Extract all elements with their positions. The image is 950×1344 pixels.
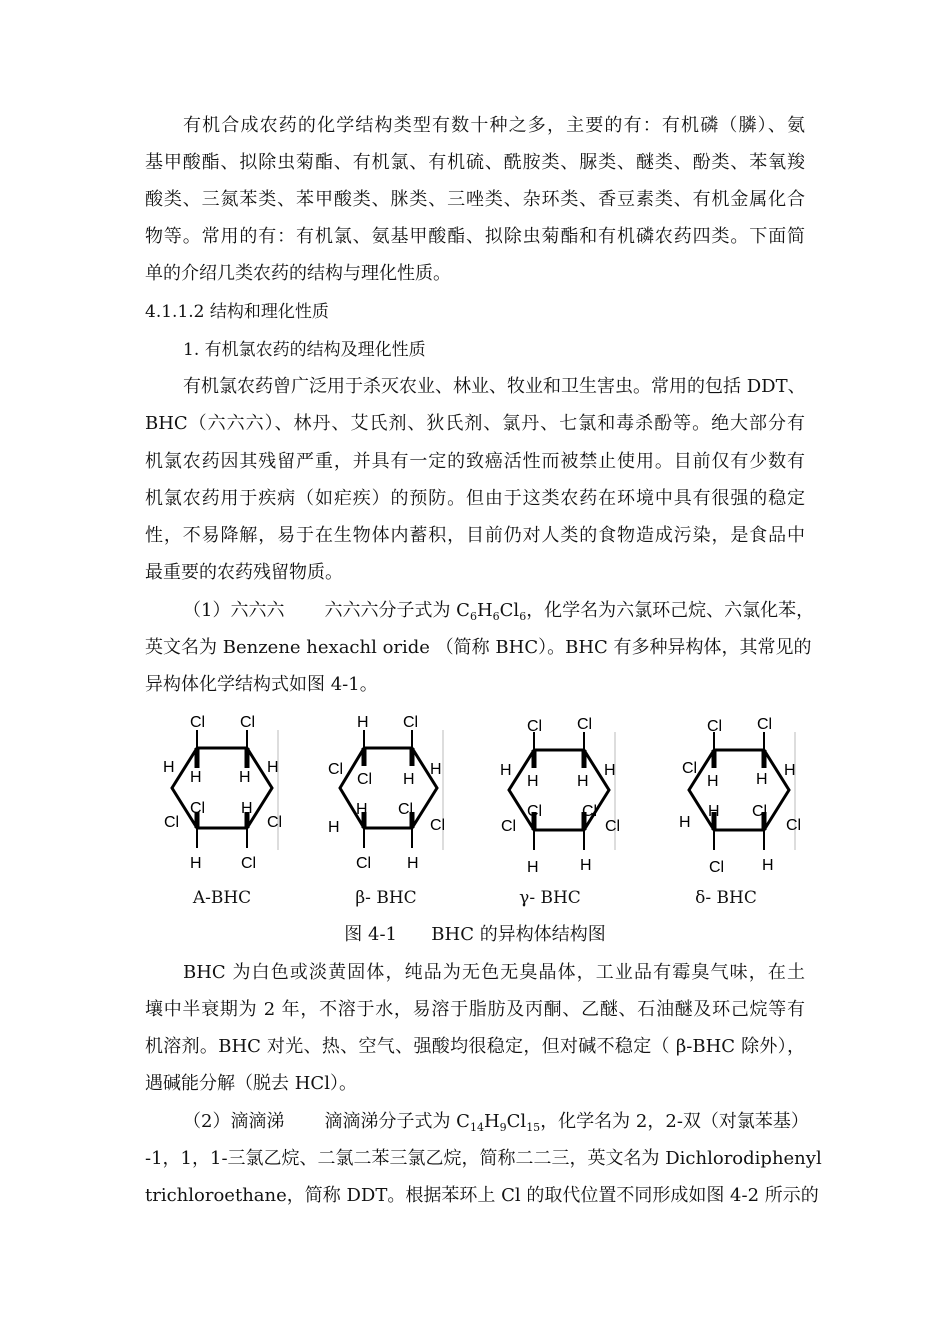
paragraph-3-line-2: 英文名为 Benzene hexachl oride （简称 BHC）。BHC 有多种异构体，其常见的 <box>145 637 812 658</box>
atom-label: Cl <box>403 714 419 731</box>
atom-label: Cl <box>709 859 725 876</box>
atom-label: H <box>756 771 768 788</box>
atom-label: H <box>527 859 539 876</box>
atom-label: Cl <box>328 761 344 778</box>
bhc-sub-2: 6 <box>492 610 500 623</box>
atom-label: H <box>762 857 774 874</box>
atom-label: Cl <box>398 801 414 818</box>
atom-label: Cl <box>527 718 543 735</box>
bhc-sub-1: 6 <box>469 610 477 623</box>
section-heading: 4.1.1.2 结构和理化性质 <box>145 302 329 322</box>
atom-label: Cl <box>501 818 517 835</box>
atom-label: H <box>357 714 369 731</box>
atom-label: H <box>239 769 251 786</box>
bhc-isomer-figure <box>0 700 950 880</box>
paragraph-5-line-3: trichloroethane，简称 DDT。根据苯环上 Cl 的取代位置不同形成如图 4-2 所示的 <box>145 1185 819 1206</box>
ddt-cl: Cl <box>506 1111 527 1132</box>
paragraph-2-line-2: BHC（六六六）、林丹、艾氏剂、狄氏剂、氯丹、七氯和毒杀酚等。绝大部分有 <box>145 413 805 434</box>
paragraph-1-line-1: 有机合成农药的化学结构类型有数十种之多，主要的有：有机磷（膦）、氨 <box>183 115 805 136</box>
paragraph-1-line-3: 酸类、三氮苯类、苯甲酸类、脒类、三唑类、杂环类、香豆素类、有机金属化合 <box>145 189 805 210</box>
paragraph-4-line-1: BHC 为白色或淡黄固体，纯品为无色无臭晶体，工业品有霉臭气味，在土 <box>183 962 805 983</box>
paragraph-1-line-5: 单的介绍几类农药的结构与理化性质。 <box>145 263 451 284</box>
gamma-bhc-structure <box>509 732 615 850</box>
bhc-h: H <box>476 600 493 621</box>
figure-label-delta-bhc: δ- BHC <box>695 888 757 908</box>
paragraph-5-line-1 <box>183 1110 809 1134</box>
atom-label: Cl <box>240 714 256 731</box>
paragraph-2-line-6: 最重要的农药残留物质。 <box>145 562 343 583</box>
atom-label: Cl <box>605 818 621 835</box>
delta-bhc-structure <box>689 732 795 850</box>
figure-label-gamma-bhc: γ- BHC <box>519 888 581 908</box>
atom-label: H <box>707 773 719 790</box>
atom-label: H <box>577 773 589 790</box>
atom-label: H <box>708 803 720 820</box>
paragraph-4-line-2: 壤中半衰期为 2 年，不溶于水，易溶于脂肪及丙酮、乙醚、石油醚及环己烷等有 <box>145 999 805 1020</box>
paragraph-4-line-3: 机溶剂。BHC 对光、热、空气、强酸均很稳定，但对碱不稳定（ β-BHC 除外）， <box>145 1036 805 1057</box>
gamma-bhc-atoms <box>500 716 620 876</box>
atom-label: Cl <box>527 803 543 820</box>
atom-label: Cl <box>430 817 446 834</box>
atom-label: H <box>190 855 202 872</box>
paragraph-1-line-4: 物等。常用的有：有机氯、氨基甲酸酯、拟除虫菊酯和有机磷农药四类。下面简 <box>145 226 805 247</box>
atom-label: H <box>403 771 415 788</box>
atom-label: H <box>527 773 539 790</box>
atom-label: Cl <box>357 771 373 788</box>
bhc-text-after: ，化学名为六氯环己烷、六氯化苯， <box>526 600 815 621</box>
atom-label: H <box>580 857 592 874</box>
atom-label: Cl <box>707 718 723 735</box>
atom-label: H <box>604 762 616 779</box>
bhc-lead: （1）六六六 <box>183 600 285 621</box>
a-bhc-structure <box>172 730 278 850</box>
atom-label: H <box>267 759 279 776</box>
ddt-sub-1: 14 <box>469 1121 484 1134</box>
paragraph-3-line-3: 异构体化学结构式如图 4-1。 <box>145 674 378 695</box>
paragraph-2-line-4: 机氯农药用于疾病（如疟疾）的预防。但由于这类农药在环境中具有很强的稳定 <box>145 488 805 509</box>
figure-label-beta-bhc: β- BHC <box>355 888 417 908</box>
atom-label: H <box>190 769 202 786</box>
atom-label: H <box>328 819 340 836</box>
figure-caption: 图 4-1 BHC 的异构体结构图 <box>344 924 606 945</box>
atom-label: H <box>356 801 368 818</box>
atom-label: Cl <box>164 814 180 831</box>
atom-label: H <box>784 762 796 779</box>
bhc-sub-3: 6 <box>519 610 527 623</box>
ddt-text-before: 滴滴涕分子式为 C <box>324 1111 470 1132</box>
paragraph-2-line-1: 有机氯农药曾广泛用于杀灭农业、林业、牧业和卫生害虫。常用的包括 DDT、 <box>183 376 806 397</box>
ddt-sub-3: 15 <box>526 1121 541 1134</box>
paragraph-5-line-2: -1，1，1-三氯乙烷、二氯二苯三氯乙烷，简称二二三，英文名为 Dichlorodiphenyl <box>145 1148 822 1169</box>
atom-label: Cl <box>190 714 206 731</box>
subheading: 1. 有机氯农药的结构及理化性质 <box>183 340 426 360</box>
atom-label: Cl <box>241 855 257 872</box>
atom-label: Cl <box>682 760 698 777</box>
atom-label: H <box>679 814 691 831</box>
atom-label: Cl <box>190 800 206 817</box>
paragraph-4-line-4: 遇碱能分解（脱去 HCl）。 <box>145 1073 357 1094</box>
paragraph-2-line-5: 性，不易降解，易于在生物体内蓄积，目前仍对人类的食物造成污染，是食品中 <box>145 525 805 546</box>
atom-label: Cl <box>757 716 773 733</box>
atom-label: H <box>241 800 253 817</box>
atom-label: Cl <box>786 817 802 834</box>
atom-label: H <box>407 855 419 872</box>
ddt-lead: （2）滴滴涕 <box>183 1111 285 1132</box>
paragraph-2-line-3: 机氯农药因其残留严重，并具有一定的致癌活性而被禁止使用。目前仅有少数有 <box>145 451 805 472</box>
atom-label: Cl <box>267 814 283 831</box>
delta-bhc-atoms <box>679 716 801 876</box>
atom-label: H <box>500 762 512 779</box>
figure-label-a-bhc: A-BHC <box>192 888 252 908</box>
bhc-text-before: 六六六分子式为 C <box>324 600 470 621</box>
atom-label: Cl <box>577 716 593 733</box>
paragraph-3-line-1 <box>183 599 814 623</box>
paragraph-1-line-2: 基甲酸酯、拟除虫菊酯、有机氯、有机硫、酰胺类、脲类、醚类、酚类、苯氧羧 <box>145 152 805 173</box>
atom-label: Cl <box>582 803 598 820</box>
ddt-h: H <box>483 1111 500 1132</box>
atom-label: H <box>163 759 175 776</box>
atom-label: H <box>430 761 442 778</box>
atom-label: Cl <box>752 803 768 820</box>
a-bhc-atoms <box>163 714 282 872</box>
ddt-sub-2: 9 <box>499 1121 507 1134</box>
beta-bhc-structure <box>340 730 446 850</box>
beta-bhc-atoms <box>328 714 445 872</box>
atom-label: Cl <box>356 855 372 872</box>
bhc-cl: Cl <box>499 600 520 621</box>
ddt-text-after: ，化学名为 2，2-双（对氯苯基） <box>540 1111 809 1132</box>
